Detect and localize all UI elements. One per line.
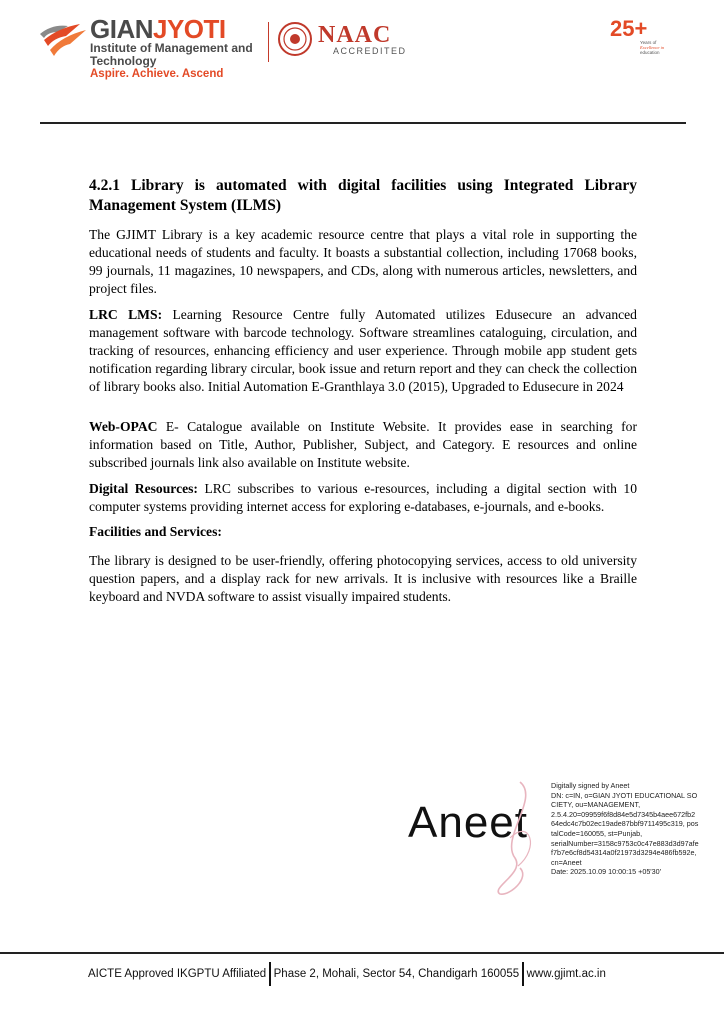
signature-line: DN: c=IN, o=GIAN JYOTI EDUCATIONAL SOCIETY, ou=MANAGEMENT, — [551, 790, 698, 810]
brand-subtitle: Institute of Management and Technology — [90, 41, 253, 68]
opac-lead: Web-OPAC — [89, 419, 158, 434]
facilities-paragraph: The library is designed to be user-friendly, offering photocopying services, access to old university question papers, and a display rack for new arrivals. It is inclusive with resources like a Braille keyboard and NVDA software to assist visually impaired students. — [89, 553, 637, 604]
footer-separator — [522, 962, 524, 986]
footer-rule — [0, 952, 724, 954]
brand-name-gian: GIAN — [90, 14, 153, 44]
signature-line: serialNumber=3158c9753c0c47e883d3d97afef7b7e6cf8d54314a0f21973d3294e486fb592e, cn=Aneet — [551, 838, 699, 867]
naac-seal-icon — [278, 22, 312, 56]
anniversary-number: 25+ — [610, 16, 648, 41]
svg-text:Excellence in: Excellence in — [640, 45, 664, 50]
lms-lead: LRC LMS: — [89, 307, 163, 322]
svg-text:Years of: Years of — [640, 40, 657, 45]
brand-name-jyoti: JYOTI — [153, 14, 226, 44]
anniversary-badge-icon — [604, 14, 664, 54]
footer-separator — [269, 962, 271, 986]
naac-subtitle: ACCREDITED — [333, 46, 407, 56]
footer-affiliation: AICTE Approved IKGPTU Affiliated — [88, 968, 267, 980]
intro-paragraph: The GJIMT Library is a key academic resource centre that plays a vital role in supporting the educational needs of students and faculty. It boasts a substantial collection, including 17068 books, 99 journals, 11 magazines, 10 newspapers, and CDs, along with numerous articles, newsletters, and project files. — [89, 227, 637, 296]
footer — [88, 961, 606, 987]
brand-name — [90, 16, 226, 42]
digital-lead: Digital Resources: — [89, 481, 198, 496]
digital-text: LRC subscribes to various e-resources, including a digital section with 10 computer systems providing internet access for exploring e-databases, e-journals, and e-books. — [89, 481, 637, 514]
signature-line: 2.5.4.20=09959f6f8d84e5d7345b4aee672fb264edc4c7b02ec19ade87bbf9711495c319, postalCode=160055, st=Punjab, — [551, 809, 699, 838]
section-heading: 4.2.1 Library is automated with digital facilities using Integrated Library Management System (ILMS) — [89, 177, 637, 214]
letterhead — [0, 0, 724, 90]
naac-title: NAAC — [318, 22, 392, 48]
facilities-heading: Facilities and Services: — [89, 524, 222, 539]
signature-line: Date: 2025.10.09 10:00:15 +05'30' — [551, 867, 662, 877]
header-rule — [40, 122, 686, 124]
lms-text: Learning Resource Centre fully Automated utilizes Edusecure an advanced management software with barcode technology. Software streamlines cataloguing, circulation, and tracking of resources, enhancing efficiency and user experience. Through mobile app student gets notification regarding library circular, book issue and return report and they can check the collection of library books also. Initial Automation E-Granthlaya 3.0 (2015), Upgraded to Edusecure in 2024 — [89, 307, 637, 394]
svg-text:education: education — [640, 50, 660, 54]
signature-line: Digitally signed by Aneet — [551, 781, 630, 790]
opac-text: E- Catalogue available on Institute Website. It provides ease in searching for information based on Title, Author, Publisher, Subject, and Category. E resources and online subscribed journals link also available on Institute website. — [89, 419, 637, 470]
lms-paragraph — [89, 306, 637, 396]
footer-address: Phase 2, Mohali, Sector 54, Chandigarh 160055 — [273, 968, 520, 980]
signature-name: Aneet — [408, 798, 528, 847]
digital-signature — [400, 778, 700, 898]
opac-paragraph — [89, 418, 637, 472]
document-body — [89, 176, 637, 614]
signature-details — [551, 781, 699, 877]
brand-tagline: Aspire. Achieve. Ascend — [90, 68, 224, 80]
footer-website-link[interactable]: www.gjimt.ac.in — [526, 968, 606, 980]
signature-flourish-icon — [480, 778, 550, 898]
gjimt-logo-icon — [38, 20, 88, 58]
header-divider — [268, 22, 269, 62]
digital-paragraph — [89, 480, 637, 516]
